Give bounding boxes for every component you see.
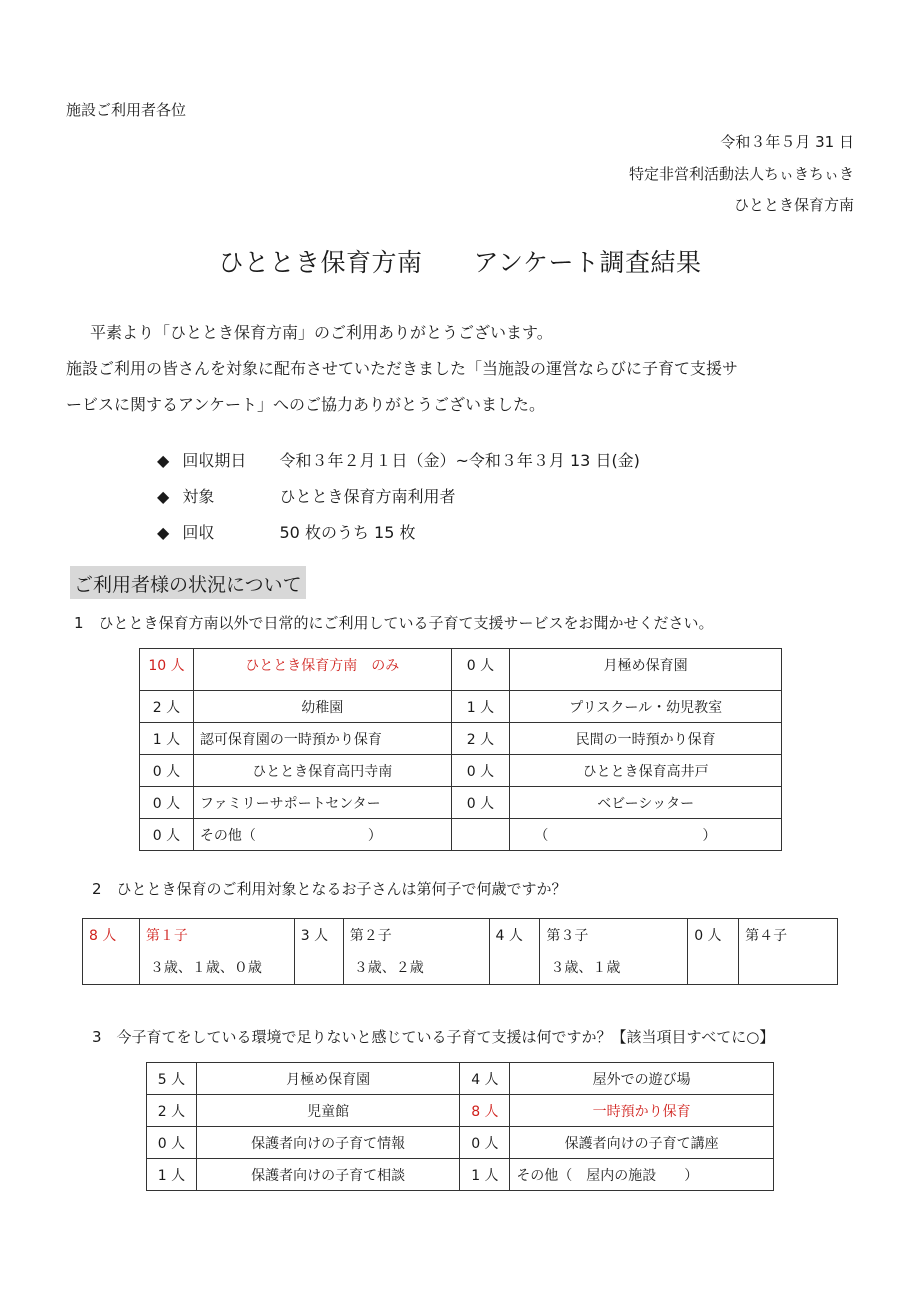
count-cell: 0 人 [451, 755, 510, 787]
count-cell: 0 人 [460, 1127, 510, 1159]
option-cell: ベビーシッター [510, 787, 782, 819]
child-order-cell [343, 919, 489, 985]
option-cell: 幼稚園 [193, 691, 451, 723]
count-cell: 1 人 [140, 723, 194, 755]
count-cell: 4 人 [460, 1063, 510, 1095]
bullet-label: 対象 [182, 487, 215, 506]
table-row [140, 649, 782, 691]
q3-table [146, 1062, 774, 1191]
q2-table [82, 918, 838, 985]
count-cell: 2 人 [451, 723, 510, 755]
table-row [140, 723, 782, 755]
option-cell: 月極め保育園 [196, 1063, 460, 1095]
count-cell: 0 人 [140, 787, 194, 819]
child-order-cell [739, 919, 838, 985]
question-2: 2 ひととき保育のご利用対象となるお子さんは第何子で何歳ですか？ [92, 880, 567, 898]
count-cell: 0 人 [451, 649, 510, 691]
intro-line-2: 施設ご利用の皆さんを対象に配布させていただきました「当施設の運営ならびに子育て支援サ [66, 359, 739, 378]
option-cell: 認可保育園の一時預かり保育 [193, 723, 451, 755]
count-cell: 0 人 [688, 919, 739, 985]
child-ages: ３歳、２歳 [353, 960, 424, 976]
question-1: 1 ひととき保育方南以外で日常的にご利用している子育て支援サービスをお聞かせください。 [74, 614, 714, 632]
table-row [147, 1159, 774, 1191]
table-row [140, 691, 782, 723]
table-row [140, 787, 782, 819]
child-order-label: 第３子 [546, 928, 589, 944]
bullet-value: 令和３年２月１日（金）~令和３年３月 13 日(金) [279, 451, 640, 470]
bullet-target [157, 484, 456, 507]
child-order-label: 第４子 [745, 928, 788, 944]
child-order-label: 第２子 [349, 928, 392, 944]
child-order-label: 第１子 [145, 928, 188, 944]
option-cell: （ ） [510, 819, 782, 851]
table-row [140, 755, 782, 787]
option-cell: 児童館 [196, 1095, 460, 1127]
q1-table [139, 648, 782, 851]
organization-name: 特定非営利活動法人ちぃきちぃき [628, 165, 854, 183]
table-row [147, 1063, 774, 1095]
page-title: ひととき保育方南 アンケート調査結果 [218, 248, 702, 277]
option-cell: ひととき保育高円寺南 [193, 755, 451, 787]
option-cell: ファミリーサポートセンター [193, 787, 451, 819]
bullet-label: 回収期日 [182, 451, 247, 470]
count-cell: 10 人 [140, 649, 194, 691]
count-cell: 5 人 [147, 1063, 197, 1095]
question-3: 3 今子育てをしている環境で足りないと感じている子育て支援は何ですか？【該当項目すべてに○】 [92, 1028, 775, 1046]
count-cell: 2 人 [140, 691, 194, 723]
recipient-line: 施設ご利用者各位 [66, 101, 187, 119]
table-row [147, 1127, 774, 1159]
diamond-icon: ◆ [157, 487, 170, 506]
section-heading: ご利用者様の状況について [70, 566, 306, 599]
intro-line-1: 平素より「ひととき保育方南」のご利用ありがとうございます。 [90, 323, 553, 342]
count-cell [451, 819, 510, 851]
table-row [140, 819, 782, 851]
count-cell: 0 人 [451, 787, 510, 819]
count-cell: 4 人 [489, 919, 540, 985]
diamond-icon: ◆ [157, 523, 170, 542]
option-cell: 民間の一時預かり保育 [510, 723, 782, 755]
child-ages: ３歳、１歳、０歳 [149, 960, 262, 976]
option-cell: その他（ ） [193, 819, 451, 851]
table-row [83, 919, 838, 985]
option-cell: 一時預かり保育 [510, 1095, 774, 1127]
diamond-icon: ◆ [157, 451, 170, 470]
count-cell: 1 人 [147, 1159, 197, 1191]
intro-line-3: ービスに関するアンケート」へのご協力ありがとうございました。 [66, 395, 546, 414]
option-cell: ひととき保育方南 のみ [193, 649, 451, 691]
bullet-label: 回収 [182, 523, 215, 542]
bullet-value: ひととき保育方南利用者 [279, 487, 456, 506]
document-date: 令和３年５月 31 日 [720, 133, 854, 151]
count-cell: 1 人 [451, 691, 510, 723]
bullet-collected [157, 520, 415, 543]
count-cell: 2 人 [147, 1095, 197, 1127]
count-cell: 0 人 [140, 819, 194, 851]
count-cell: 8 人 [460, 1095, 510, 1127]
child-order-cell [139, 919, 294, 985]
option-cell: 保護者向けの子育て情報 [196, 1127, 460, 1159]
child-order-cell [540, 919, 688, 985]
child-ages: ３歳、１歳 [550, 960, 621, 976]
option-cell: ひととき保育高井戸 [510, 755, 782, 787]
option-cell: その他（ 屋内の施設 ） [510, 1159, 774, 1191]
option-cell: 保護者向けの子育て講座 [510, 1127, 774, 1159]
option-cell: 保護者向けの子育て相談 [196, 1159, 460, 1191]
count-cell: 3 人 [294, 919, 343, 985]
count-cell: 8 人 [83, 919, 140, 985]
table-row [147, 1095, 774, 1127]
count-cell: 0 人 [147, 1127, 197, 1159]
option-cell: 屋外での遊び場 [510, 1063, 774, 1095]
count-cell: 0 人 [140, 755, 194, 787]
bullet-collection-period [157, 448, 640, 471]
option-cell: 月極め保育園 [510, 649, 782, 691]
option-cell: プリスクール・幼児教室 [510, 691, 782, 723]
bullet-value: 50 枚のうち 15 枚 [279, 523, 416, 542]
count-cell: 1 人 [460, 1159, 510, 1191]
facility-name: ひととき保育方南 [733, 196, 854, 214]
